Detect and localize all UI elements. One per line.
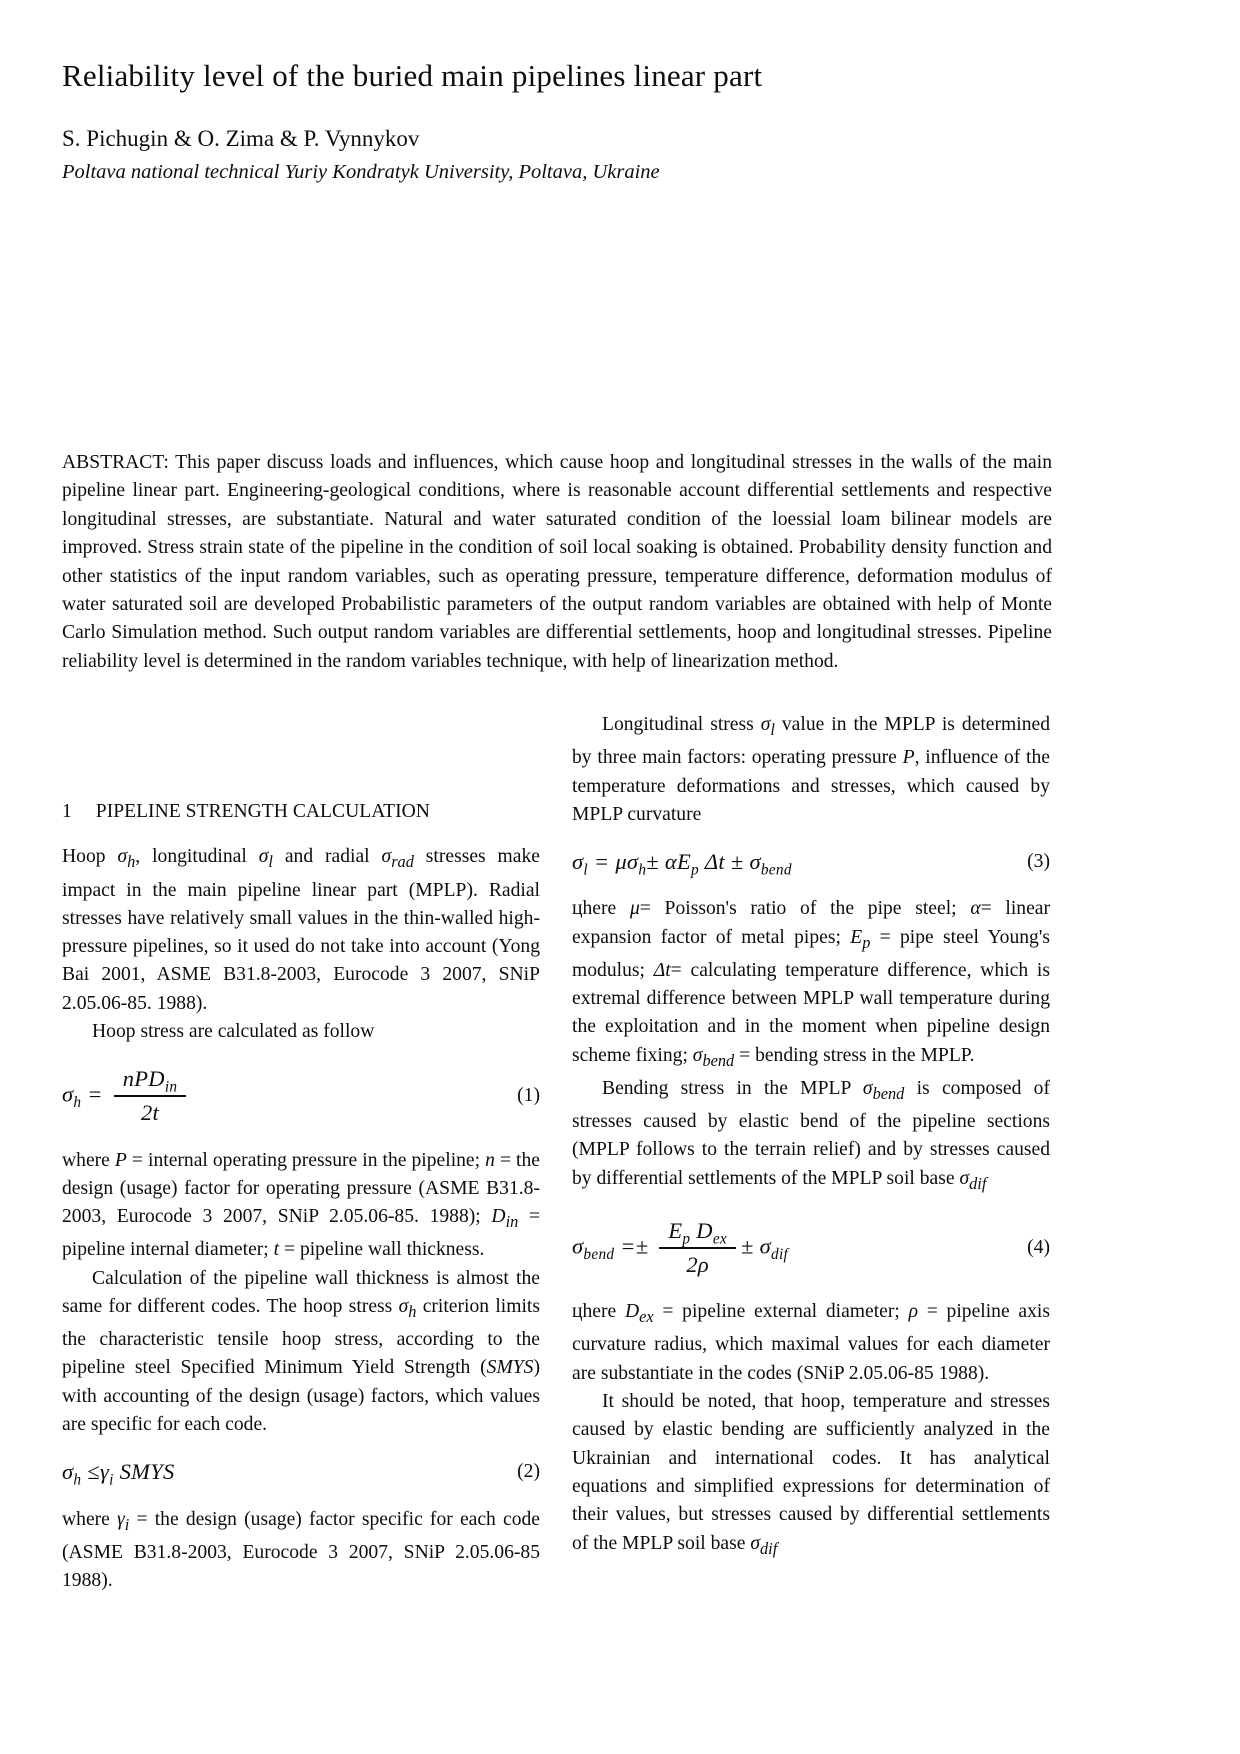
paper-title: Reliability level of the buried main pipelines linear part bbox=[62, 58, 763, 93]
body-paragraph: цhere $D_{ex}$ = pipeline external diameter; ρ = pipeline axis curvature radius, which maximal values for each diameter are substantiate in the codes (SNiP 2.05.06-85 1988). bbox=[572, 1301, 1050, 1384]
paper-authors: S. Pichugin & O. Zima & P. Vynnykov bbox=[62, 126, 420, 151]
equation-3-number: (3) bbox=[1027, 851, 1050, 873]
equation-2-body: $\sigma_h \le\gamma_i$ SMYS bbox=[62, 1459, 175, 1489]
body-paragraph: Bending stress in the MPLP $\sigma_{bend}$ is composed of stresses caused by elastic bend of the pipeline sections (MPLP follows to the terrain relief) and by stresses caused by differential settlements of the MPLP soil base $\sigma_{dif}$ bbox=[572, 1077, 1050, 1193]
equation-3 bbox=[572, 848, 1050, 879]
body-paragraph: Hoop stress are calculated as follow bbox=[92, 1020, 375, 1042]
body-paragraph: It should be noted, that hoop, temperature and stresses caused by elastic bending are sufficiently analyzed in the Ukrainian and international codes. It has analytical equations and simplified expressions for determination of their values, but stresses caused by differential settlements of the MPLP soil base $\sigma_{dif}$ bbox=[572, 1391, 1050, 1558]
paper-affiliation: Poltava national technical Yuriy Kondratyk University, Poltava, Ukraine bbox=[62, 161, 660, 183]
equation-1-number: (1) bbox=[517, 1085, 540, 1107]
body-paragraph: Hoop $\sigma_h$, longitudinal $\sigma_l$ and radial $\sigma_{rad}$ stresses make impact in the main pipeline linear part (MPLP). Radial stresses have relatively small values in the thin-walled high-pressure pipelines, so it used do not take into account (Yong Bai 2001, ASME B31.8-2003, Eurocode 3 2007, SNiP 2.05.06-85. 1988). bbox=[62, 846, 540, 1014]
section-number: 1 bbox=[62, 801, 72, 822]
equation-2-number: (2) bbox=[517, 1461, 540, 1483]
body-paragraph: цhere μ= Poisson's ratio of the pipe steel; α= linear expansion factor of metal pipes; $E_p$ = pipe steel Young's modulus; Δt= calculating temperature difference, which is extremal difference between MPLP wall temperature during the exploitation and in the moment when pipeline design scheme fixing; $\sigma_{bend}$ = bending stress in the MPLP. bbox=[572, 898, 1050, 1070]
body-paragraph: where P = internal operating pressure in the pipeline; n = the design (usage) factor for operating pressure (ASME B31.8-2003, Eurocode 3 2007, SNiP 2.05.06-85. 1988); $D_{in}$ = pipeline internal diameter; t = pipeline wall thickness. bbox=[62, 1149, 540, 1261]
equation-2 bbox=[62, 1458, 540, 1489]
equation-1-body: $\sigma_h$ = $\frac{nPD_{in}}{2t}$ bbox=[62, 1065, 191, 1127]
right-column bbox=[572, 711, 1050, 1563]
section-title: PIPELINE STRENGTH CALCULATION bbox=[95, 801, 430, 822]
abstract-paragraph: ABSTRACT: This paper discuss loads and influences, which cause hoop and longitudinal stresses in the walls of the main pipeline linear part. Engineering-geological conditions, where is reasonable account differential settlements and respective longitudinal stresses, are substantiate. Natural and water saturated condition of the loessial loam bilinear models are improved. Stress strain state of the pipeline in the condition of soil local soaking is obtained. Probability density function and other statistics of the input random variables, such as operating pressure, temperature difference, deformation modulus of water saturated soil are developed Probabilistic parameters of the output random variables are obtained with help of Monte Carlo Simulation method. Such output random variables are differential settlements, hoop and longitudinal stresses. Pipeline reliability level is determined in the random variables technique, with help of linearization method. bbox=[62, 452, 1052, 672]
body-paragraph: Calculation of the pipeline wall thickness is almost the same for different codes. The hoop stress $\sigma_h$ criterion limits the characteristic tensile hoop stress, according to the pipeline steel Specified Minimum Yield Strength (SMYS) with accounting of the design (usage) factors, which values are specific for each code. bbox=[62, 1267, 540, 1436]
equation-1 bbox=[62, 1065, 540, 1127]
equation-4-number: (4) bbox=[1027, 1236, 1050, 1258]
equation-3-body: $\sigma_l = \mu\sigma_h\pm \alpha E_p$ $\Delta t \pm \sigma_{bend}$ bbox=[572, 849, 792, 879]
equation-4-body: $\sigma_{bend}$ =± $\frac{E_p D_{ex}}{2\rho}$ ± $\sigma_{dif}$ bbox=[572, 1217, 789, 1278]
body-paragraph: where $\gamma_i$ = the design (usage) factor specific for each code (ASME B31.8-2003, Eurocode 3 2007, SNiP 2.05.06-85 1988). bbox=[62, 1508, 540, 1592]
body-paragraph: Longitudinal stress $\sigma_l$ value in the MPLP is determined by three main factors: operating pressure P, influence of the temperature deformations and stresses, which caused by MPLP curvature bbox=[572, 714, 1050, 825]
section-heading bbox=[62, 798, 540, 826]
equation-4 bbox=[572, 1217, 1050, 1279]
left-column bbox=[62, 798, 540, 1595]
